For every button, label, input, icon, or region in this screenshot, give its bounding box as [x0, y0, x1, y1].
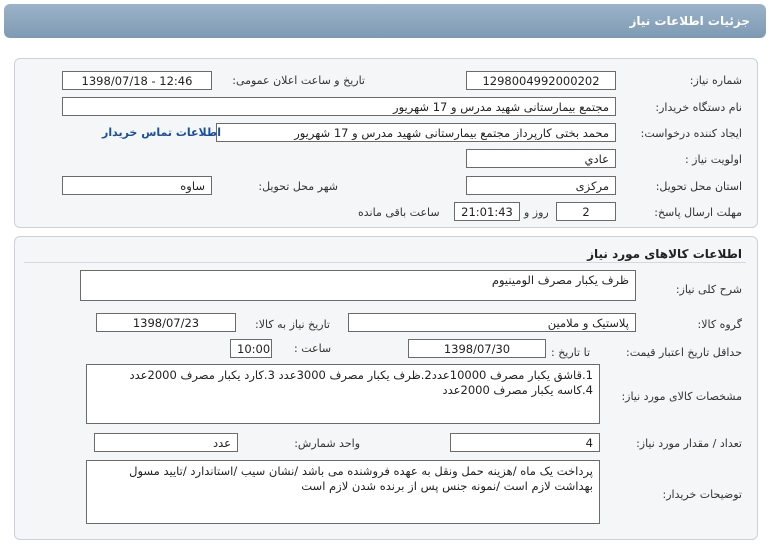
validity-time-field[interactable]: 10:00	[230, 339, 272, 358]
announce-datetime-field[interactable]: 1398/07/18 - 12:46	[62, 71, 212, 90]
validity-hour-label: ساعت :	[294, 342, 332, 355]
need-date-label: تاریخ نیاز به کالا:	[255, 318, 330, 331]
price-validity-label: حداقل تاریخ اعتبار قیمت:	[626, 346, 742, 359]
unit-field[interactable]: عدد	[94, 433, 238, 452]
priority-label: اولویت نیاز :	[684, 153, 742, 166]
buyer-contact-link[interactable]: اطلاعات تماس خریدار	[102, 126, 222, 139]
buyer-org-label: نام دستگاه خریدار:	[655, 101, 742, 114]
goods-group-field[interactable]: پلاستیک و ملامین	[348, 313, 636, 332]
quantity-field[interactable]: 4	[450, 433, 600, 452]
goods-section-title: اطلاعات کالاهای مورد نیاز	[587, 247, 742, 261]
specs-field[interactable]: 1.قاشق یکبار مصرف 10000عدد2.ظرف یکبار مصرف 3000عدد 3.کارد یکبار مصرف 2000عدد 4.کاسه یکبار مصرف 2000عدد	[86, 364, 600, 424]
general-desc-label: شرح کلی نیاز:	[675, 283, 742, 296]
remaining-time-label: ساعت باقی مانده	[358, 206, 440, 219]
city-field[interactable]: ساوه	[62, 176, 212, 195]
need-date-field[interactable]: 1398/07/23	[96, 313, 236, 332]
need-number-label: شماره نیاز:	[689, 74, 742, 87]
buyer-notes-label: توضیحات خریدار:	[662, 488, 742, 501]
priority-field[interactable]: عادي	[466, 149, 616, 168]
until-date-label: تا تاریخ :	[551, 346, 590, 359]
buyer-notes-field[interactable]: پرداخت یک ماه /هزینه حمل ونقل به عهده فروشنده می باشد /نشان سیب /استاندارد /تایید مسول بهداشت لازم است /نمونه جنس پس از برنده شدن لازم است	[86, 460, 600, 524]
quantity-label: تعداد / مقدار مورد نیاز:	[636, 437, 742, 450]
days-unit-label: روز و	[524, 206, 549, 219]
validity-date-field[interactable]: 1398/07/30	[408, 339, 546, 358]
province-field[interactable]: مرکزی	[466, 176, 616, 195]
section-divider	[24, 262, 746, 263]
days-field[interactable]: 2	[556, 202, 616, 221]
unit-label: واحد شمارش:	[294, 437, 360, 450]
specs-label: مشخصات کالای مورد نیاز:	[621, 390, 742, 403]
creator-label: ایجاد کننده درخواست:	[640, 127, 742, 140]
creator-field[interactable]: محمد بختی کارپرداز مجتمع بیمارستانی شهید مدرس و 17 شهریور	[216, 123, 616, 142]
city-label: شهر محل تحویل:	[258, 180, 338, 193]
general-desc-field[interactable]: ظرف یکبار مصرف الومینیوم	[80, 270, 636, 301]
page-title: جزئیات اطلاعات نیاز	[4, 4, 766, 38]
announce-label: تاریخ و ساعت اعلان عمومی:	[232, 74, 365, 87]
province-label: استان محل تحویل:	[655, 180, 742, 193]
deadline-label: مهلت ارسال پاسخ:	[654, 206, 742, 219]
need-number-field[interactable]: 1298004992000202	[466, 71, 616, 90]
remaining-time-field[interactable]: 21:01:43	[454, 202, 520, 221]
goods-group-label: گروه کالا:	[697, 318, 742, 331]
buyer-org-field[interactable]: مجتمع بیمارستانی شهید مدرس و 17 شهریور	[62, 97, 616, 116]
